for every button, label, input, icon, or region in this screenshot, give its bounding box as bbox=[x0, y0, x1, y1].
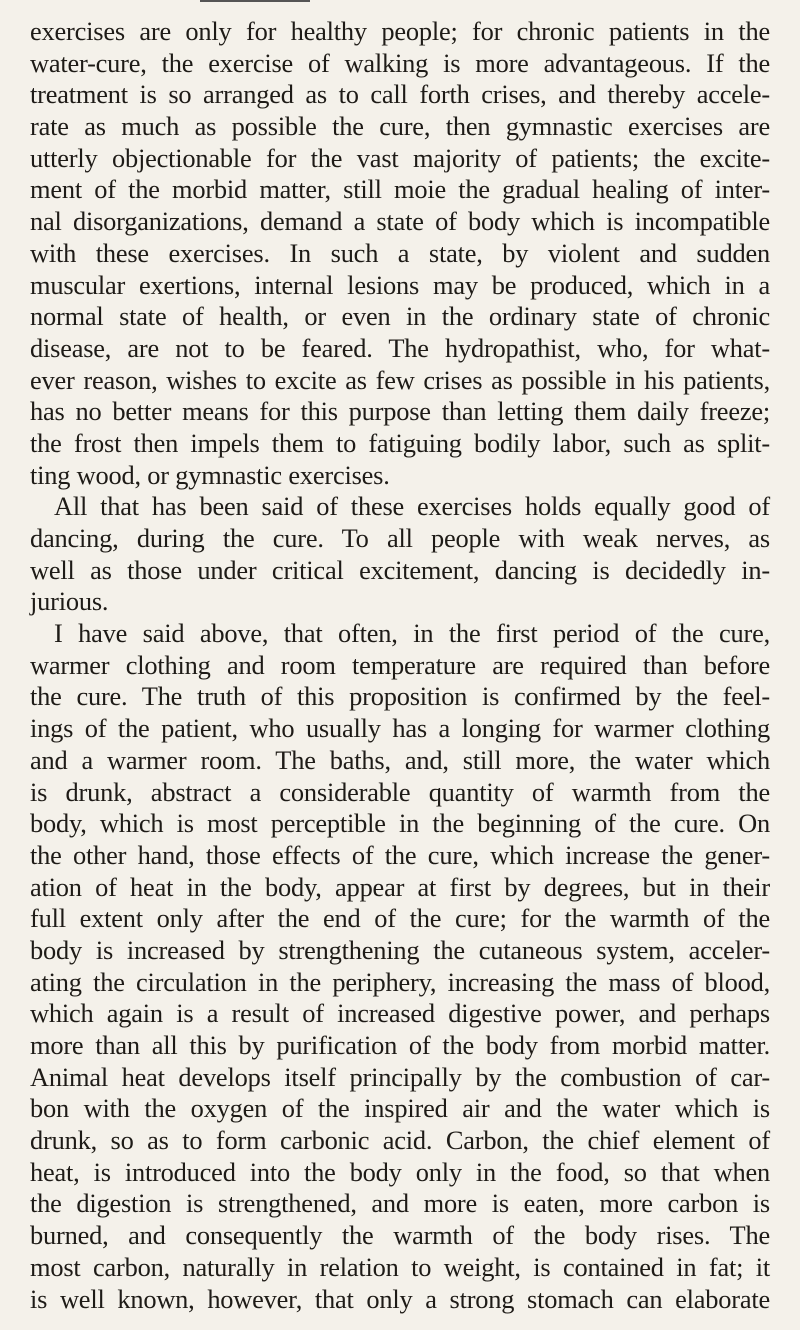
text-line: normal state of health, or even in the ordinary state of chronic bbox=[30, 301, 770, 332]
text-line: more than all this by purification of the body from morbid matter. bbox=[30, 1030, 770, 1060]
text-line: well as those under critical excitement, dancing is decidedly in- bbox=[30, 554, 770, 585]
text-line: the digestion is strengthened, and more is eaten, more carbon is bbox=[30, 1188, 770, 1219]
text-line: ating the circulation in the periphery, increasing the mass of blood, bbox=[30, 966, 770, 997]
text-line: the other hand, those effects of the cure, which increase the gener- bbox=[30, 839, 770, 870]
text-line: utterly objectionable for the vast majority of patients; the excite- bbox=[30, 142, 770, 173]
text-line: and a warmer room. The baths, and, still more, the water which bbox=[30, 744, 770, 775]
paragraph-start-line: I have said above, that often, in the first period of the cure, bbox=[54, 618, 770, 649]
text-line: water-cure, the exercise of walking is more advantageous. If the bbox=[30, 47, 770, 78]
text-line: treatment is so arranged as to call forth crises, and thereby accele- bbox=[30, 79, 770, 110]
text-line: has no better means for this purpose than letting them daily freeze; bbox=[30, 396, 770, 427]
text-line: the cure. The truth of this proposition is confirmed by the feel- bbox=[30, 681, 770, 712]
text-line: ever reason, wishes to excite as few crises as possible in his patients, bbox=[30, 364, 770, 395]
text-line: exercises are only for healthy people; for chronic patients in the bbox=[30, 16, 770, 46]
text-line: is well known, however, that only a strong stomach can elaborate bbox=[30, 1283, 770, 1314]
text-line: body, which is most perceptible in the beginning of the cure. On bbox=[30, 808, 770, 839]
text-line: drunk, so as to form carbonic acid. Carbon, the chief element of bbox=[30, 1125, 770, 1156]
text-line: with these exercises. In such a state, by violent and sudden bbox=[30, 237, 770, 268]
text-line: jurious. bbox=[30, 586, 109, 617]
text-line: ings of the patient, who usually has a longing for warmer clothing bbox=[30, 713, 770, 744]
text-line: is drunk, abstract a considerable quantity of warmth from the bbox=[30, 776, 770, 807]
header-rule bbox=[200, 0, 310, 2]
text-line: ation of heat in the body, appear at first by degrees, but in their bbox=[30, 871, 770, 902]
text-line: full extent only after the end of the cure; for the warmth of the bbox=[30, 903, 770, 934]
paragraph-start-line: All that has been said of these exercises holds equally good of bbox=[54, 491, 770, 522]
text-line: heat, is introduced into the body only in the food, so that when bbox=[30, 1156, 770, 1187]
page-text bbox=[30, 16, 770, 1315]
text-line: the frost then impels them to fatiguing bodily labor, such as split- bbox=[30, 427, 770, 458]
text-line: disease, are not to be feared. The hydropathist, who, for what- bbox=[30, 332, 770, 363]
text-line: rate as much as possible the cure, then gymnastic exercises are bbox=[30, 111, 770, 142]
text-line: dancing, during the cure. To all people with weak nerves, as bbox=[30, 523, 770, 553]
text-line: warmer clothing and room temperature are required than before bbox=[30, 649, 770, 680]
text-line: burned, and consequently the warmth of the body rises. The bbox=[30, 1220, 770, 1251]
text-line: which again is a result of increased digestive power, and perhaps bbox=[30, 998, 770, 1029]
text-line: bon with the oxygen of the inspired air and the water which is bbox=[30, 1093, 770, 1124]
text-line: ting wood, or gymnastic exercises. bbox=[30, 459, 390, 490]
text-line: Animal heat develops itself principally by the combustion of car- bbox=[30, 1061, 770, 1092]
text-line: nal disorganizations, demand a state of body which is incompatible bbox=[30, 206, 770, 237]
text-line: body is increased by strengthening the cutaneous system, acceler- bbox=[30, 934, 770, 965]
text-line: muscular exertions, internal lesions may be produced, which in a bbox=[30, 269, 770, 300]
text-line: ment of the morbid matter, still moie the gradual healing of inter- bbox=[30, 174, 770, 205]
text-line: most carbon, naturally in relation to weight, is contained in fat; it bbox=[30, 1251, 770, 1282]
